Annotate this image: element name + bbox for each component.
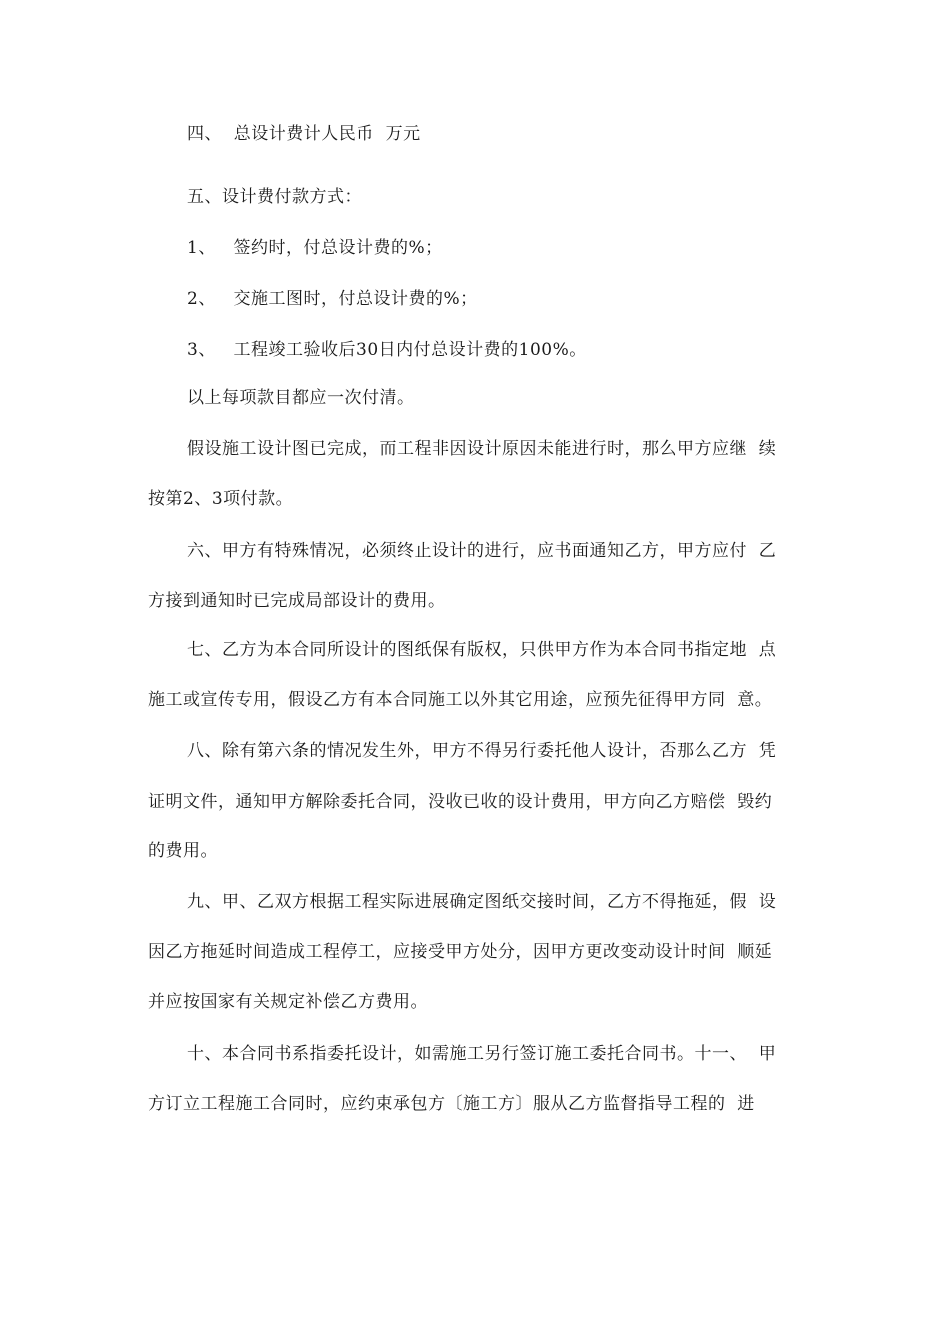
paragraph-line: 施工或宣传专用，假设乙方有本合同施工以外其它用途，应预先征得甲方同 意。 [148,690,773,710]
paragraph-line: 假设施工设计图已完成，而工程非因设计原因未能进行时，那么甲方应继 续 [187,439,777,459]
clause-8: 八、除有第六条的情况发生外，甲方不得另行委托他人设计，否那么乙方 凭 [187,741,777,761]
paragraph-line: 方接到通知时已完成局部设计的费用。 [148,591,446,611]
paragraph-line: 方订立工程施工合同时，应约束承包方〔施工方〕服从乙方监督指导工程的 进 [148,1094,755,1114]
clause-7: 七、乙方为本合同所设计的图纸保有版权，只供甲方作为本合同书指定地 点 [187,640,777,660]
clause-4: 四、 总设计费计人民币 万元 [187,124,421,144]
paragraph-line: 的费用。 [148,841,218,861]
paragraph-line: 并应按国家有关规定补偿乙方费用。 [148,992,428,1012]
clause-5-heading: 五、设计费付款方式： [187,187,362,207]
paragraph-line: 因乙方拖延时间造成工程停工，应接受甲方处分，因甲方更改变动设计时间 顺延 [148,942,773,962]
payment-item-2: 2、 交施工图时，付总设计费的%； [187,289,478,309]
clause-10: 十、本合同书系指委托设计，如需施工另行签订施工委托合同书。十一、 甲 [187,1044,777,1064]
payment-item-3: 3、 工程竣工验收后30日内付总设计费的100%。 [187,340,587,360]
payment-note: 以上每项款目都应一次付清。 [187,388,415,408]
payment-item-1: 1、 签约时，付总设计费的%； [187,238,443,258]
paragraph-line: 证明文件，通知甲方解除委托合同，没收已收的设计费用，甲方向乙方赔偿 毁约 [148,792,773,812]
clause-6: 六、甲方有特殊情况，必须终止设计的进行，应书面通知乙方，甲方应付 乙 [187,541,777,561]
paragraph-line: 按第2、3项付款。 [148,489,294,509]
clause-9: 九、甲、乙双方根据工程实际进展确定图纸交接时间，乙方不得拖延，假 设 [187,892,777,912]
